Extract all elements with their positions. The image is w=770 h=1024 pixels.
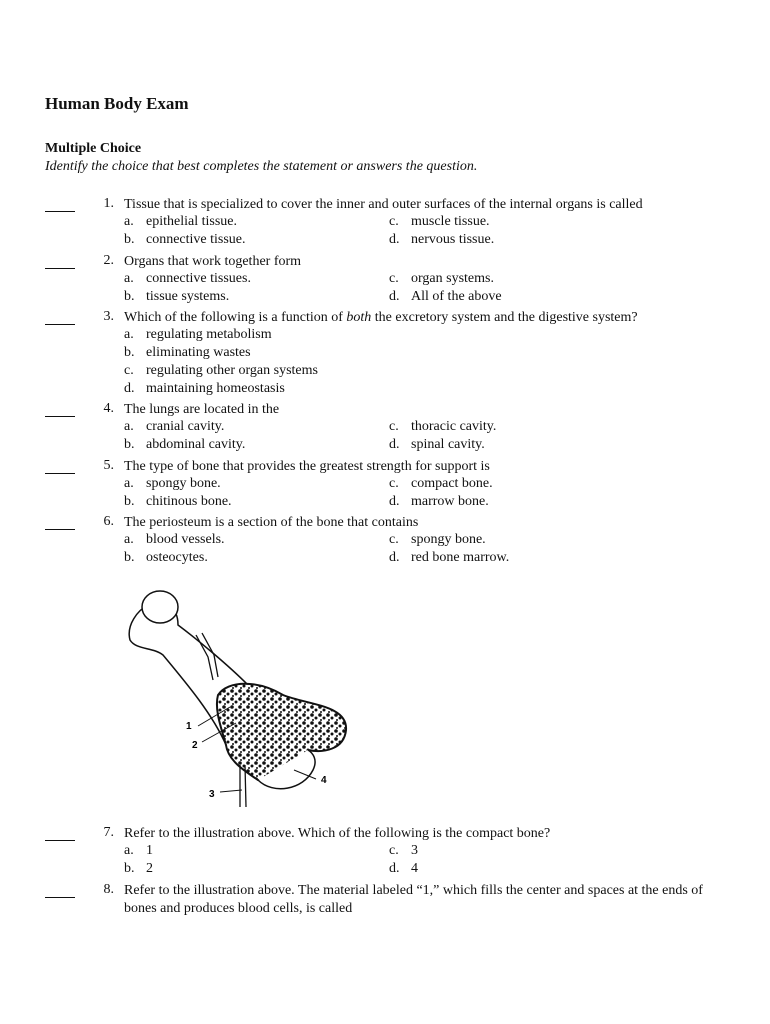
option-c: c. thoracic cavity. [389, 419, 497, 434]
option-a: a. connective tissues. [124, 271, 251, 286]
option-b: b. chitinous bone. [124, 494, 232, 509]
question-number: 4. [103, 401, 114, 416]
option-a: a. blood vessels. [124, 532, 225, 547]
question-stem: Tissue that is specialized to cover the inner and outer surfaces of the internal organs is called [124, 197, 643, 212]
option-c: c. 3 [389, 843, 418, 858]
option-d: d. All of the above [389, 289, 502, 304]
option-a: a. epithelial tissue. [124, 214, 237, 229]
question-number: 7. [103, 825, 114, 840]
question-stem: The periosteum is a section of the bone that contains [124, 515, 419, 530]
question-stem: The lungs are located in the [124, 402, 280, 417]
figure-label-3: 3 [209, 789, 215, 800]
figure-label-1: 1 [186, 721, 192, 732]
option-a: a. 1 [124, 843, 153, 858]
option-d: d. nervous tissue. [389, 232, 495, 247]
question-stem: Refer to the illustration above. Which of the following is the compact bone? [124, 826, 551, 841]
question-number: 5. [103, 458, 114, 473]
answer-blank[interactable] [45, 198, 75, 212]
option-c: c. muscle tissue. [389, 214, 490, 229]
option-c: c. spongy bone. [389, 532, 486, 547]
question-number: 8. [103, 882, 114, 897]
question-stem: The type of bone that provides the greatest strength for support is [124, 459, 490, 474]
question-number: 3. [103, 309, 114, 324]
option-d: d. red bone marrow. [389, 550, 510, 565]
answer-blank[interactable] [45, 460, 75, 474]
option-b: b. osteocytes. [124, 550, 208, 565]
answer-blank[interactable] [45, 516, 75, 530]
option-b: b. connective tissue. [124, 232, 246, 247]
option-d: d. 4 [389, 861, 418, 876]
option-b: b. tissue systems. [124, 289, 230, 304]
figure-label-4: 4 [321, 775, 327, 786]
question-stem: Organs that work together form [124, 254, 302, 269]
answer-blank[interactable] [45, 255, 75, 269]
question-number: 6. [103, 514, 114, 529]
option-d: d. spinal cavity. [389, 437, 485, 452]
option-a: a. spongy bone. [124, 476, 221, 491]
question-number: 2. [103, 253, 114, 268]
option-b: b. 2 [124, 861, 153, 876]
option-c: c. organ systems. [389, 271, 494, 286]
option-c: c. compact bone. [389, 476, 493, 491]
question-number: 1. [103, 196, 114, 211]
option-a: a. regulating metabolism [124, 327, 272, 342]
exam-title: Human Body Exam [45, 94, 189, 113]
option-a: a. cranial cavity. [124, 419, 225, 434]
question-stem: Refer to the illustration above. The material labeled “1,” which fills the center and spaces at the ends of bones and produces blood cells, is called [124, 883, 703, 916]
instructions: Identify the choice that best completes the statement or answers the question. [45, 159, 478, 174]
bone-cross-section-image [118, 585, 358, 810]
figure-label-2: 2 [192, 740, 198, 751]
question-stem: Which of the following is a function of both the excretory system and the digestive system? [124, 310, 638, 325]
answer-blank[interactable] [45, 827, 75, 841]
option-d: d. maintaining homeostasis [124, 381, 285, 396]
option-d: d. marrow bone. [389, 494, 489, 509]
option-c: c. regulating other organ systems [124, 363, 318, 378]
option-b: b. eliminating wastes [124, 345, 251, 360]
answer-blank[interactable] [45, 311, 75, 325]
bone-illustration [118, 585, 358, 815]
answer-blank[interactable] [45, 884, 75, 898]
option-b: b. abdominal cavity. [124, 437, 246, 452]
answer-blank[interactable] [45, 403, 75, 417]
section-heading: Multiple Choice [45, 141, 142, 156]
